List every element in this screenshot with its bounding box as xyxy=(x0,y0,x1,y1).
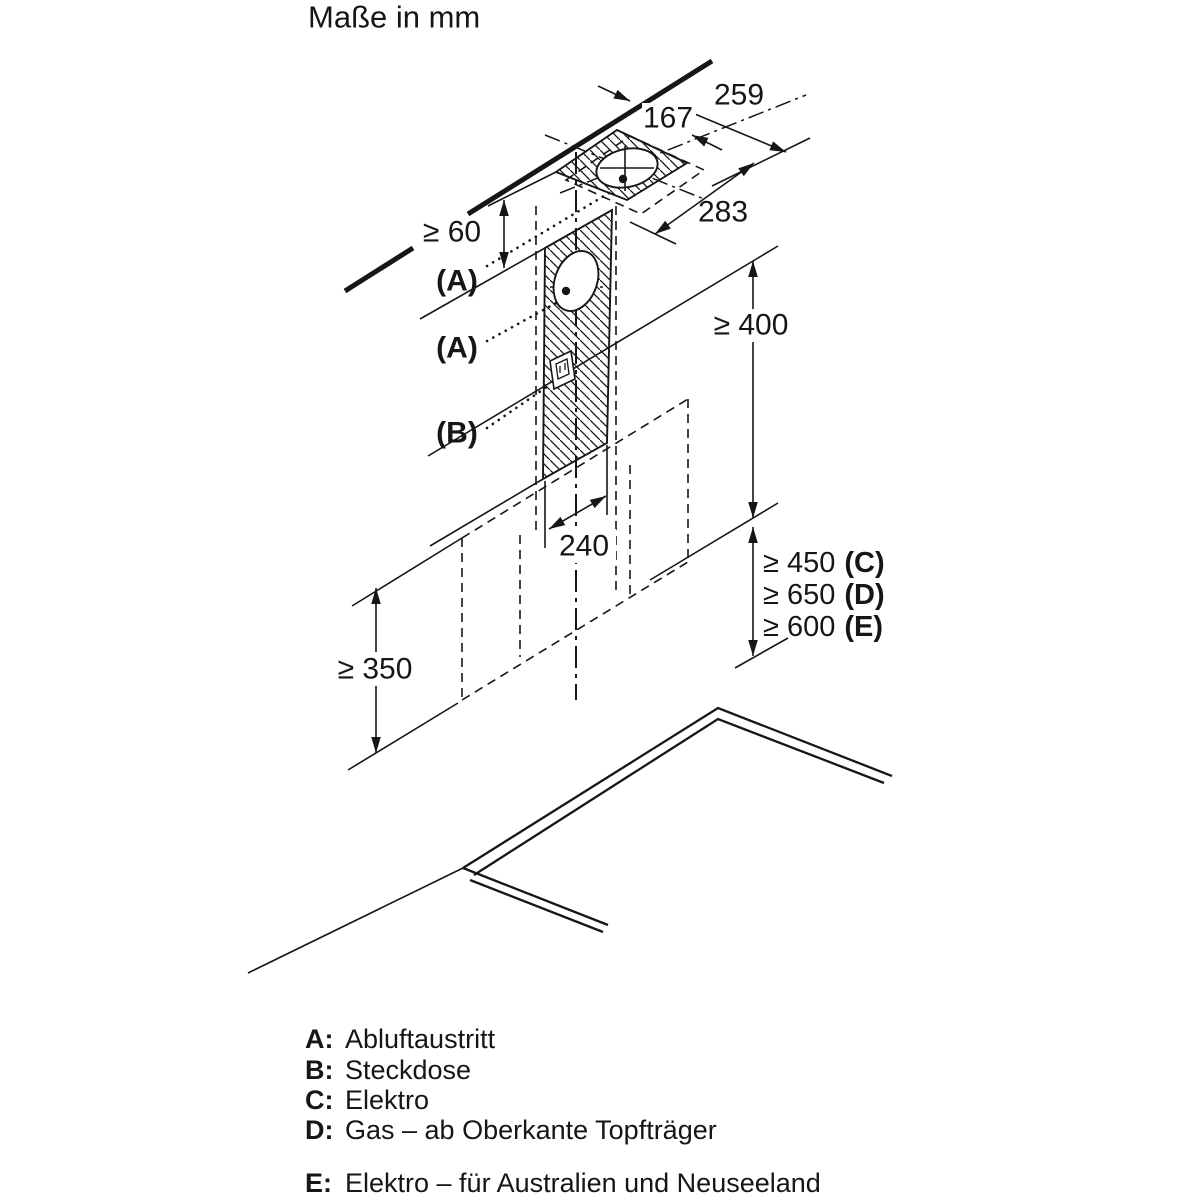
dim-240: 240 xyxy=(558,529,610,563)
dim-167: 167 xyxy=(642,101,694,135)
wall-mount-area xyxy=(543,152,612,700)
dim-600-e: ≥ 600 (E) xyxy=(763,611,884,643)
legend xyxy=(305,1024,821,1198)
dim-259: 259 xyxy=(713,78,765,112)
legend-item-e: E: Elektro – für Australien und Neuseeland xyxy=(305,1168,821,1198)
dim-400: ≥ 400 xyxy=(713,308,789,342)
legend-item-c: C: Elektro xyxy=(305,1085,430,1115)
wall-mount-hatch xyxy=(543,210,612,479)
legend-item-d: D: Gas – ab Oberkante Topfträger xyxy=(305,1115,717,1145)
dim-350: ≥ 350 xyxy=(337,652,413,686)
callout-labels xyxy=(436,265,478,450)
legend-item-b: B: Steckdose xyxy=(305,1055,472,1085)
cooktop-outline xyxy=(248,708,892,973)
dim-283: 283 xyxy=(697,195,749,229)
diagram-title: Maße in mm xyxy=(308,0,481,35)
callout-b: (B) xyxy=(436,416,478,450)
dim-450-c: ≥ 450 (C) xyxy=(763,547,885,579)
callout-a-wall: (A) xyxy=(436,331,478,365)
dim-650-d: ≥ 650 (D) xyxy=(763,579,885,611)
dim-60: ≥ 60 xyxy=(422,215,482,249)
callout-a-top: (A) xyxy=(436,264,478,298)
legend-item-a: A: Abluftaustritt xyxy=(305,1024,496,1054)
